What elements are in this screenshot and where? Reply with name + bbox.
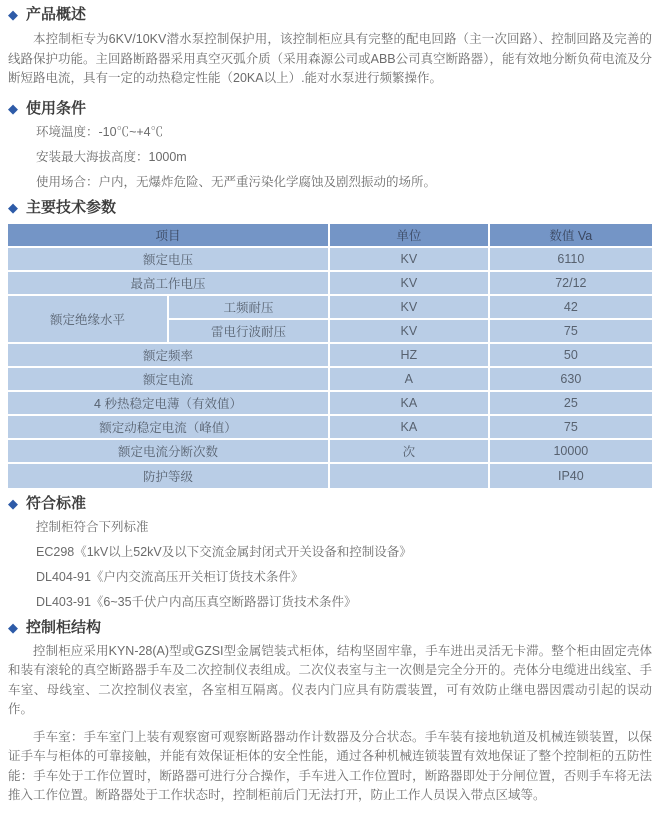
section-heading-structure: [8, 618, 652, 638]
param-value-cell: 42: [490, 296, 652, 320]
param-value-cell: 6110: [490, 248, 652, 272]
param-item-cell: 额定频率: [8, 344, 330, 368]
standard-item: EC298《1kV以上52kV及以下交流金属封闭式开关设备和控制设备》: [36, 544, 412, 559]
standard-item: DL403-91《6~35千伏户内高压真空断路器订货技术条件》: [36, 594, 357, 609]
diamond-icon: ◆: [8, 199, 18, 215]
param-value-cell: 50: [490, 344, 652, 368]
section-title: 符合标准: [26, 494, 87, 512]
param-item-cell: 最高工作电压: [8, 272, 330, 296]
overview-paragraph: 本控制柜专为6KV/10KV潜水泵控制保护用，该控制柜应具有完整的配电回路（主一次回路）、控制回路及完善的线路保护功能。主回路断路器采用真空灭弧介质（采用森源公司或ABB公司真空断路器），能有效地分断负荷电流及分断短路电流，具有一定的动热稳定性能（20KA以上）.能对水泵进行频繁操作。: [8, 32, 652, 85]
table-row: [8, 368, 652, 392]
diamond-icon: ◆: [8, 619, 18, 635]
diamond-icon: ◆: [8, 100, 18, 116]
param-unit-cell: KA: [330, 416, 490, 440]
parameters-table: [8, 224, 652, 488]
table-row: [8, 272, 652, 296]
condition-item: 环境温度：-10℃~+4℃: [36, 124, 164, 139]
param-item-cell: 额定动稳定电流（峰值）: [8, 416, 330, 440]
standard-item: DL404-91《户内交流高压开关柜订货技术条件》: [36, 569, 304, 584]
standards-list: [36, 518, 652, 612]
param-value-cell: 630: [490, 368, 652, 392]
param-item-cell: 额定电压: [8, 248, 330, 272]
standard-item: 控制柜符合下列标准: [36, 519, 149, 534]
section-title: 控制柜结构: [26, 618, 102, 636]
param-unit-cell: KV: [330, 296, 490, 320]
param-value-cell: IP40: [490, 464, 652, 488]
param-value-cell: 10000: [490, 440, 652, 464]
section-title: 主要技术参数: [26, 198, 117, 216]
table-row: [8, 392, 652, 416]
diamond-icon: ◆: [8, 495, 18, 511]
section-heading-standards: [8, 494, 652, 514]
param-unit-cell: KV: [330, 248, 490, 272]
param-unit-cell: A: [330, 368, 490, 392]
param-unit-cell: KV: [330, 320, 490, 344]
section-heading-parameters: [8, 198, 652, 218]
param-value-cell: 75: [490, 416, 652, 440]
param-item-cell: 4 秒热稳定电薄（有效值）: [8, 392, 330, 416]
section-title: 使用条件: [26, 99, 87, 117]
table-header-cell-value: 数值 Va: [490, 224, 652, 248]
param-value-cell: 72/12: [490, 272, 652, 296]
param-item-cell: 额定电流: [8, 368, 330, 392]
condition-item: 使用场合：户内，无爆炸危险、无严重污染化学腐蚀及剧烈振动的场所。: [36, 174, 437, 189]
structure-paragraph: 控制柜应采用KYN-28(A)型或GZSI型金属铠装式柜体，结构坚固牢靠，手车进出灵活无卡滞。整个柜由固定壳体和装有滚轮的真空断路器手车及二次控制仪表组成。二次仪表室与主一次侧是完全分开的。壳体分电缆进出线室、手车室、母线室、二次控制仪表室，各室相互隔离。仪表内门应具有防震装置，可有效防止继电器因震动引起的误动作。: [8, 643, 652, 716]
param-value-cell: 25: [490, 392, 652, 416]
table-header-row: [8, 224, 652, 248]
param-subitem-cell: 雷电行波耐压: [169, 320, 330, 344]
param-unit-cell: KV: [330, 272, 490, 296]
param-item-cell-merged: 额定绝缘水平: [8, 296, 169, 344]
table-row: [8, 248, 652, 272]
conditions-list: [36, 123, 652, 192]
table-row: [8, 440, 652, 464]
param-subitem-cell: 工频耐压: [169, 296, 330, 320]
param-unit-cell: HZ: [330, 344, 490, 368]
table-header-cell-item: 项目: [8, 224, 330, 248]
param-unit-cell: KA: [330, 392, 490, 416]
condition-item: 安装最大海拔高度：1000m: [36, 149, 187, 164]
table-row: [8, 344, 652, 368]
param-value-cell: 75: [490, 320, 652, 344]
table-row: [8, 416, 652, 440]
param-unit-cell: [330, 464, 490, 488]
param-item-cell: 额定电流分断次数: [8, 440, 330, 464]
param-item-cell: 防护等级: [8, 464, 330, 488]
diamond-icon: ◆: [8, 7, 18, 22]
table-header-cell-unit: 单位: [330, 224, 490, 248]
param-unit-cell: 次: [330, 440, 490, 464]
section-title: 产品概述: [26, 6, 87, 23]
section-heading-overview: [8, 5, 652, 25]
structure-paragraph: 手车室：手车室门上装有观察窗可观察断路器动作计数器及分合状态。手车装有接地轨道及机械连锁装置，以保证手车与柜体的可靠接触，并能有效保证柜体的安全性能，通过各种机械连锁装置有效地保证了整个控制柜的五防性能：手车处于工作位置时，断路器可进行分合操作，手车进入工作位置时，断路器即处于分闸位置，否则手车将无法推入工作位置。断路器处于工作状态时，控制柜前后门无法打开，防止工作人员误入带点区域等。: [8, 729, 652, 802]
table-row: [8, 464, 652, 488]
table-row: [8, 296, 652, 320]
section-heading-conditions: [8, 99, 652, 119]
